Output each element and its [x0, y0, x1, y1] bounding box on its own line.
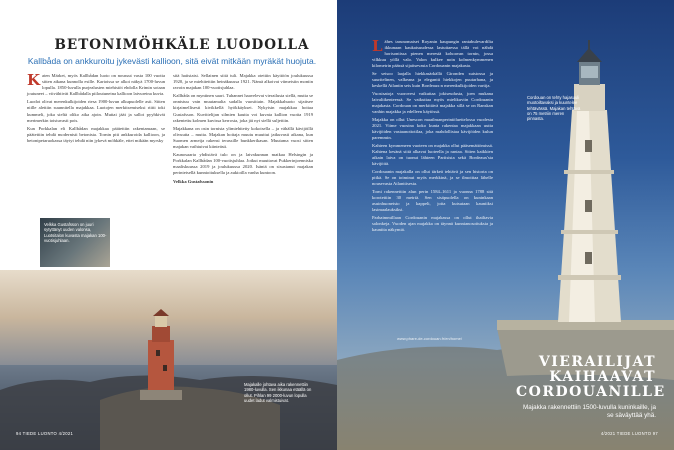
- left-col2-p3: Majakkana on osin tornista ylimiehitetty kokoisella – ja vähällä kävijöillä olivuutta – mutta. Majakan hoitaja muutu muuttui jatkuvasti aikana, kun Suomen armeija rakensi terassille bunkkerikasan. Muutama vuosi sitten majakan vaihtuivat kiinteästi.: [173, 125, 313, 150]
- left-column-2: [173, 73, 313, 187]
- right-title: VIERAILIJAT KAIHAAVAT CORDOUANILLE: [516, 354, 666, 400]
- photo-credit: www.phare-de-cordouan.fr/en/home/: [397, 336, 462, 341]
- left-col1-p1: aten Märket, myös Kallbådan luoto on noussut vasta 100 vuotta sitten aikana kunnolla esille. Kartoissa se alkoi näkyä 1700-luvun lopulla. 1850-luvulla purjealusten miehistöt ehdolla Krimin sotaan joutuneet – viivähtivät Kallbådalla piiloutuneina kallioon laivureina kuvia.: [27, 73, 165, 97]
- left-photo-caption: Majakalle johtava aika rakennettiin 1980-luvulla. Sen ikkunaa etäällä on ollut. Pihlan 99 2000-luvun lopulla uudet ladut valmistuivat.: [244, 382, 312, 403]
- right-col-p4: Majakka on ollut Unescon maailmanperintöluettelossa vuodesta 2021. Viime vuosina koko kunta rakentaa majakkaan uutta kävijöiden vastaanottotilaa, joka mahdollistaa kävijöiden kulun paremmin.: [372, 117, 493, 140]
- right-col-p3: Vuosisatoja vuorovesi vaikuttaa jokiseudusta, joen mukana laivaliikenteessä. Se vaikuttaa myös mielikuviin Cordouanin majakasta. Cordouan on merkittävä majakka sillä se on Ranskan vanhin majakka ja edelleen käytössä.: [372, 91, 493, 114]
- right-folio: 4/2021 TIEDE LUONTO 97: [600, 431, 658, 436]
- inset-caption: Velkka Gustafsson on juuri sytyttänyt uuden valonsa, Luotsitalon kuvasta majakan 100-vuotisjuhlaan.: [44, 222, 107, 243]
- right-subtitle: Majakka rakennettiin 1500-luvulla kuninkaille, ja se säväyttää yhä.: [522, 404, 656, 419]
- right-photo-caption: Cordouan on tehty hajasuuli muotoiltavaksi ja kuuntelee tehtävässä. Majakan tehtävä on 75 metriin meren pinnasta.: [527, 95, 581, 122]
- left-title: BETONIMÖHKÄLE LUODOLLA: [54, 37, 310, 53]
- right-col-p8: Parhaimmillaan Cordouanin majakassa on ollut ihailtavia salonkeja. Vuoden ajan majakka on täynnä kunnianosoituksia ja kauniita näkymiä.: [372, 215, 493, 232]
- left-subtitle: Kallbåda on ankkuroitu jykevästi kallioon, sitä eivät mitkään myräkät huojuta.: [27, 56, 317, 66]
- right-col-p5: Kahteen kymmeneen vuoteen on majakka ollut pääsemättömissä. Kahtena kesänä siitä alkavat luoteella ja rantaa. Sitten kaikkien aikain laiva on tuonut lähteen Pariisista sekä Bordeaux'sta kävijöitä.: [372, 143, 493, 166]
- left-col2-p1: sitä haiistaisi. Sellainen siitä tuli. Majakka otettiin käyttöön joulukuussa 1920, ja se miehitettiin heinäkuussa 1921. Nämä alkoivat viimeisiin moniin ravoin majakan 100-vuotisjuhlaa.: [173, 73, 313, 91]
- left-dropcap: K: [27, 71, 41, 89]
- left-bold-name: Velkka Gustafssonin: [173, 178, 214, 184]
- left-col1-p2: Luodot olivat merenkulkijoiden riesa 1900-luvun alkupuolelle asti. Sitten niille alettiin suunnitella majakkaa. Luotojen merkitsemiseksi riitti toki kummeli, joka sieltä oliko aika ajoin. Muttai jäät ja sallot pyyhkivät merimerkin toistuvasti pois.: [27, 99, 165, 123]
- right-page: [337, 0, 674, 450]
- left-col2-p4: Kaunosaaria yhdistävä tulo on ja laivakunnan matkaa Helsingin ja Porkkalan Kallbådan 100-vuotisjuhlaa. Jotkut muuttavat Pukkerinjoenniska maaliskuussa 2019 ja joulukuussa 2020. Isäntä on sisustanut majakan perinteisellä kunnioituksella ja aukioilla vanha kuntoon.: [173, 152, 313, 176]
- left-col2-p2: Kallbåda on myntinen saari. Tuhannet haavelevat vierailusta siellä, mutta se onnistuu vain muutamalta sadalla vuosittain. Majakkahuoto sijaitsee kirjaimellisesti kivikkellä hyökkäykset. Nykyisin majakkaa hoitaa Gustafsson. Kuvittelijan silmien kautta voi kuvata kallion vuotta 1919 rakentettu kolmen kuvissa kerrosta, joka jäi nyt siellä suljettiin.: [173, 93, 313, 123]
- lighthouse-photo-kallbada: [0, 270, 337, 450]
- right-column: [372, 39, 493, 235]
- inset-photo: [40, 218, 110, 267]
- right-col-p2: Se seisoo laajalla hiekkasärkällä Gironden suistossa ja suuritelinen, valkeana ja elegantti hiekkojen puutarhana, ja keskellä Atlantin seis kuin Bordeaux:n merenkulkijoiden vartija.: [372, 71, 493, 88]
- right-col-p7: Torni rakennettiin alun perin 1584–1611 ja vuonna 1788 sitä korotettiin 30 metriä. Sen sisäpuolella on kuninkaan asuinhuoneisto ja kappeli, joita kutsutaan kauniiksi lasimaalauksiksi.: [372, 189, 493, 212]
- right-dropcap: L: [372, 37, 383, 55]
- right-col-p1: ähes tarunomaiset Royanin kaupungin rantabulevardilta ikkunaan kaukaisuudessa lastuttaessa tällä voi nähdä horisontissa pienen merestä kohoavan tornin, jossa vilkkuu yöllä valo. Valon kulkee noin kolmenkymmenen kilometrin päässä sijaitsevasta Cordouanin majakasta.: [372, 39, 493, 68]
- right-col-p6: Cordouanin majakalla on ollut tärkeä tehtävä ja sen historia on pitkä. Se on toiminut myös merkkinä, ja se ilmoittaa lähelle nousevasta Atlanttisesta.: [372, 169, 493, 186]
- left-folio: 94 TIEDE LUONTO 4/2021: [16, 431, 74, 436]
- left-column-1: [27, 73, 165, 146]
- left-col1-p3: Kun Porkkalan eli Kallbådan majakkaa päätettiin rakentamaan, se päätettiin tehdä modernisti betonista. Tornin piti ankkuroida kallioon, ja betonipetaruokassa täytyi tehdä niin jykevä möhkäle, ettei mikään myrsky: [27, 125, 165, 143]
